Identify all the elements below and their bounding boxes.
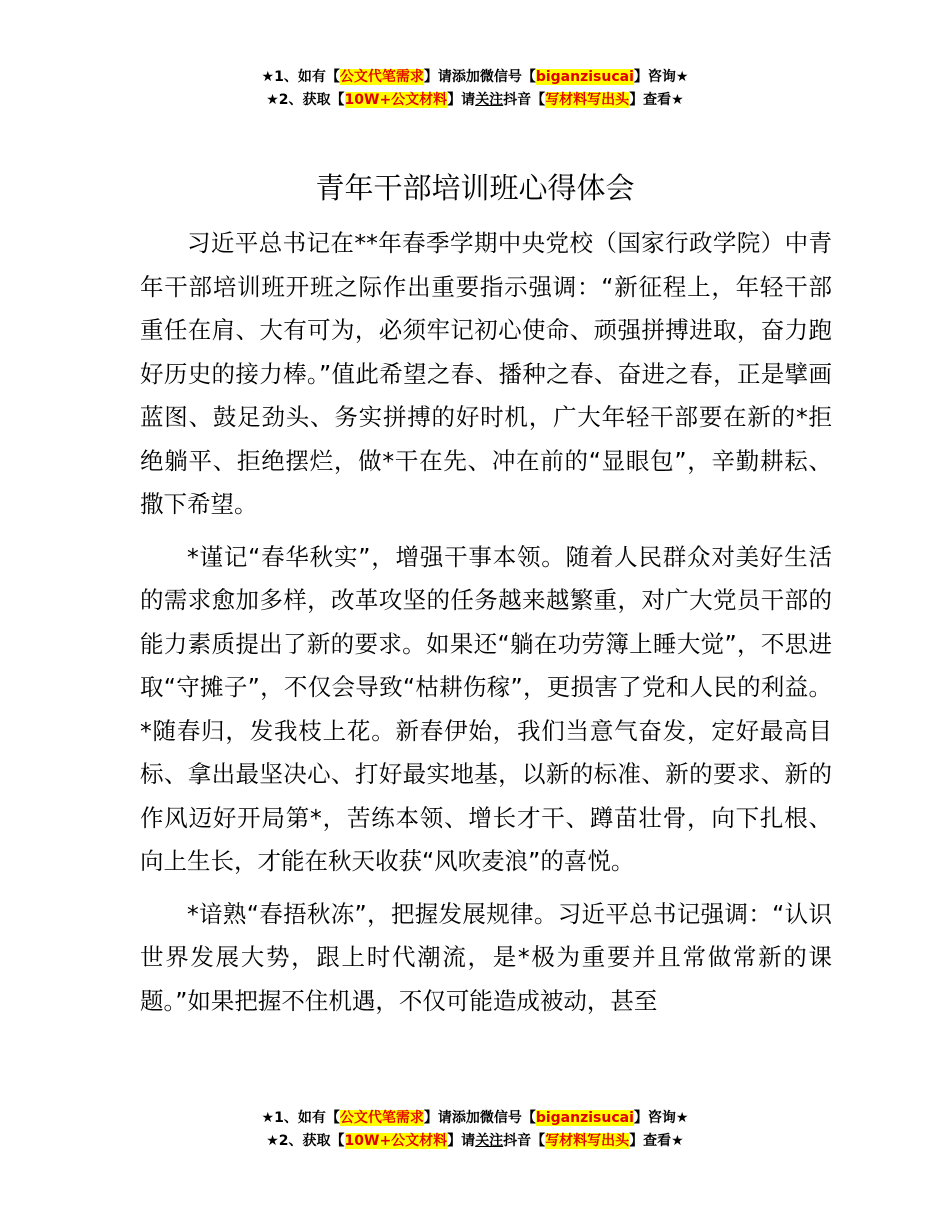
- banner-highlight: 写材料写出头: [545, 1133, 630, 1149]
- banner-text: 】请: [447, 92, 476, 108]
- bottom-banner: [0, 1107, 950, 1153]
- paragraph-3: *谙熟“春捂秋冻”，把握发展规律。习近平总书记强调：“认识世界发展大势，跟上时代潮流，是*极为重要并且常做常新的课题。”如果把握不住机遇，不仅可能造成被动，甚至: [140, 899, 832, 1015]
- top-banner-line-2: [0, 89, 950, 112]
- banner-highlight: biganzisucai: [535, 69, 634, 85]
- banner-text: ★1、如有【: [261, 69, 340, 85]
- banner-text: ★2、获取【: [266, 1133, 345, 1149]
- banner-text: 抖音【: [503, 92, 546, 108]
- banner-text: 】咨询★: [633, 1110, 689, 1126]
- top-banner-line-1: [0, 66, 950, 89]
- document-title: 青年干部培训班心得体会: [315, 171, 635, 205]
- document-body: [140, 222, 832, 1032]
- banner-text: 】请添加微信号【: [423, 69, 536, 85]
- banner-underlined: 关注: [475, 92, 504, 108]
- banner-text: 】查看★: [629, 92, 684, 108]
- banner-text: ★1、如有【: [261, 1110, 340, 1126]
- bottom-banner-line-1: [0, 1107, 950, 1130]
- banner-text: ★2、获取【: [266, 92, 345, 108]
- banner-highlight: 公文代笔需求: [339, 69, 424, 85]
- banner-text: 】查看★: [629, 1133, 684, 1149]
- paragraph-2: *谨记“春华秋实”，增强干事本领。随着人民群众对美好生活的需求愈加多样，改革攻坚的任务越来越繁重，对广大党员干部的能力素质提出了新的要求。如果还“躺在功劳簿上睡大觉”，不思进取“守摊子”，不仅会导致“枯耕伤稼”，更损害了党和人民的利益。*随春归，发我枝上花。新春伊始，我们当意气奋发，定好最高目标、拿出最坚决心、打好最实地基，以新的标准、新的要求、新的作风迈好开局第*，苦练本领、增长才干、蹲苗壮骨，向下扎根、向上生长，才能在秋天收获“风吹麦浪”的喜悦。: [140, 542, 832, 875]
- banner-highlight: 写材料写出头: [545, 92, 630, 108]
- bottom-banner-line-2: [0, 1130, 950, 1153]
- banner-highlight: 10W+公文材料: [344, 1133, 448, 1149]
- banner-text: 】请添加微信号【: [423, 1110, 536, 1126]
- banner-text: 】请: [447, 1133, 476, 1149]
- banner-underlined: 关注: [475, 1133, 504, 1149]
- banner-highlight: 10W+公文材料: [344, 92, 448, 108]
- banner-text: 】咨询★: [633, 69, 689, 85]
- banner-highlight: 公文代笔需求: [339, 1110, 424, 1126]
- paragraph-1: 习近平总书记在**年春季学期中央党校（国家行政学院）中青年干部培训班开班之际作出重要指示强调：“新征程上，年轻干部重任在肩、大有可为，必须牢记初心使命、顽强拼搏进取，奋力跑好历史的接力棒。”值此希望之春、播种之春、奋进之春，正是擘画蓝图、鼓足劲头、务实拼搏的好时机，广大年轻干部要在新的*拒绝躺平、拒绝摆烂，做*干在先、冲在前的“显眼包”，辛勤耕耘、撒下希望。: [140, 229, 832, 518]
- banner-highlight: biganzisucai: [535, 1110, 634, 1126]
- top-banner: [0, 66, 950, 112]
- banner-text: 抖音【: [503, 1133, 546, 1149]
